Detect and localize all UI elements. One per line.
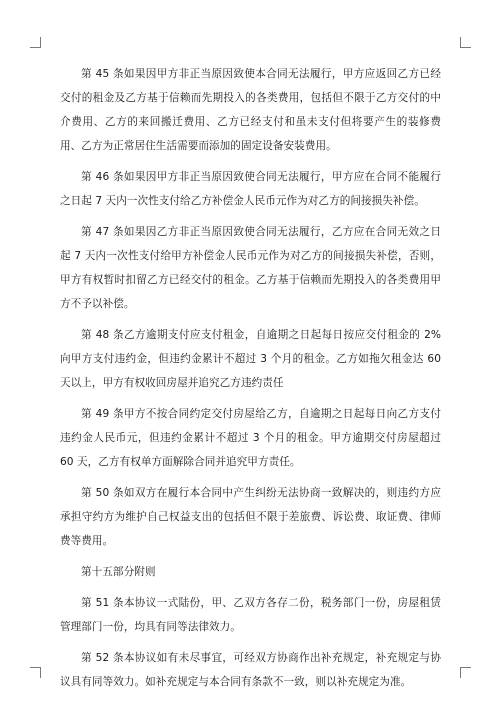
article-47: 第 47 条如果因乙方非正当原因致使合同无法履行，乙方应在合同无效之日起 7 天内一次性支付给甲方补偿金人民币元作为对乙方的间接损失补偿，否则，甲方有权暂时扣留乙方已经交付的租金。乙方基于信赖而先期投入的各类费用甲方不予以补偿。	[60, 226, 441, 310]
document-body	[60, 62, 441, 701]
article-52: 第 52 条本协议如有未尽事宜，可经双方协商作出补充规定，补充规定与协议具有同等效力。如补充规定与本合同有条款不一致，则以补充规定为准。	[60, 652, 441, 688]
crop-mark-top-right	[460, 37, 471, 48]
crop-mark-bottom-right	[460, 667, 471, 678]
article-49: 第 49 条甲方不按合同约定交付房屋给乙方，自逾期之日起每日向乙方支付违约金人民币元，但违约金累计不超过 3 个月的租金。甲方逾期交付房屋超过 60 天，乙方有权单方面解除合同并追究甲方责任。	[60, 408, 441, 468]
article-50: 第 50 条如双方在履行本合同中产生纠纷无法协商一致解决的，则违约方应承担守约方为维护自己权益支出的包括但不限于差旅费、诉讼费、取证费、律师费等费用。	[60, 487, 441, 547]
article-51: 第 51 条本协议一式陆份，甲、乙双方各存二份，税务部门一份，房屋租赁管理部门一份，均具有同等法律效力。	[60, 597, 441, 633]
section-heading-part-15: 第十五部分附则	[81, 566, 156, 578]
article-48: 第 48 条乙方逾期支付应支付租金，自逾期之日起每日按应交付租金的 2%向甲方支付违约金，但违约金累计不超过 3 个月的租金。乙方如拖欠租金达 60 天以上，甲方有权收回房屋并追究乙方违约责任	[60, 329, 441, 389]
article-45: 第 45 条如果因甲方非正当原因致使本合同无法履行，甲方应返回乙方已经交付的租金及乙方基于信赖而先期投入的各类费用，包括但不限于乙方交付的中介费用、乙方的来回搬迁费用、乙方已经支付和虽未支付但将要产生的装修费用、乙方为正常居住生活需要而添加的固定设备安装费用。	[60, 68, 441, 152]
article-46: 第 46 条如果因甲方非正当原因致使合同无法履行，甲方应在合同不能履行之日起 7 天内一次性支付给乙方补偿金人民币元作为对乙方的间接损失补偿。	[60, 171, 441, 207]
crop-mark-top-left	[30, 37, 41, 48]
crop-mark-bottom-left	[30, 667, 41, 678]
